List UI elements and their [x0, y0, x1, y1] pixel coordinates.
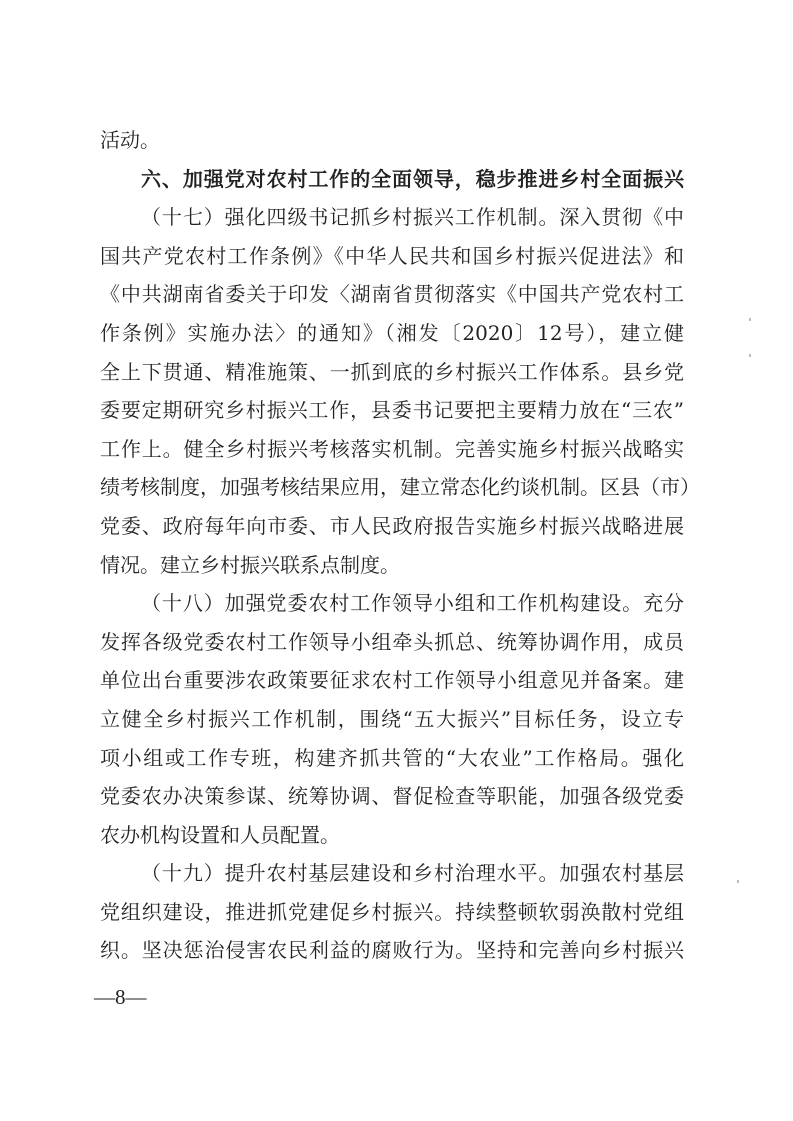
paragraph-17-line: 情况。建立乡村振兴联系点制度。	[100, 552, 400, 577]
paragraph-17-line: 绩考核制度，加强考核结果应用，建立常态化约谈机制。区县（市）	[100, 475, 700, 500]
paragraph-17-line: 工作上。健全乡村振兴考核落实机制。完善实施乡村振兴战略实	[100, 436, 684, 461]
document-body	[100, 121, 700, 970]
paragraph-17-line: 国共产党农村工作条例》《中华人民共和国乡村振兴促进法》和	[100, 243, 684, 268]
paragraph-17-line: 委要定期研究乡村振兴工作，县委书记要把主要精力放在“三农”	[100, 398, 684, 423]
paragraph-18-line: 发挥各级党委农村工作领导小组牵头抓总、统筹协调作用，成员	[100, 629, 684, 654]
paragraph-18-line: 单位出台重要涉农政策要征求农村工作领导小组意见并备案。建	[100, 668, 684, 693]
section-heading: 六、加强党对农村工作的全面领导，稳步推进乡村全面振兴	[141, 166, 684, 191]
paragraph-19-line: 织。坚决惩治侵害农民利益的腐败行为。坚持和完善向乡村振兴	[100, 938, 684, 963]
paragraph-18-line: 项小组或工作专班，构建齐抓共管的“大农业”工作格局。强化	[100, 745, 684, 770]
scan-speck	[737, 880, 739, 883]
paragraph-17-line: 党委、政府每年向市委、市人民政府报告实施乡村振兴战略进展	[100, 513, 684, 538]
text-line: 活动。	[100, 128, 160, 152]
paragraph-19-line: （十九）提升农村基层建设和乡村治理水平。加强农村基层	[141, 861, 684, 886]
scan-speck	[749, 354, 751, 357]
page-number: —8—	[94, 985, 147, 1009]
paragraph-18-line: 立健全乡村振兴工作机制，围绕“五大振兴”目标任务，设立专	[100, 706, 684, 731]
paragraph-17-line: （十七）强化四级书记抓乡村振兴工作机制。深入贯彻《中	[141, 205, 684, 230]
scan-speck	[749, 318, 751, 321]
paragraph-19-line: 党组织建设，推进抓党建促乡村振兴。持续整顿软弱涣散村党组	[100, 899, 684, 924]
paragraph-18-line: （十八）加强党委农村工作领导小组和工作机构建设。充分	[141, 591, 684, 616]
paragraph-17-line: 《中共湖南省委关于印发〈湖南省贯彻落实《中国共产党农村工	[100, 282, 684, 307]
paragraph-17-line: 全上下贯通、精准施策、一抓到底的乡村振兴工作体系。县乡党	[100, 359, 684, 384]
paragraph-18-line: 党委农办决策参谋、统筹协调、督促检查等职能，加强各级党委	[100, 784, 684, 809]
paragraph-18-line: 农办机构设置和人员配置。	[100, 822, 340, 847]
paragraph-17-line: 作条例》实施办法〉的通知》（湘发〔2020〕12号），建立健	[100, 320, 684, 345]
